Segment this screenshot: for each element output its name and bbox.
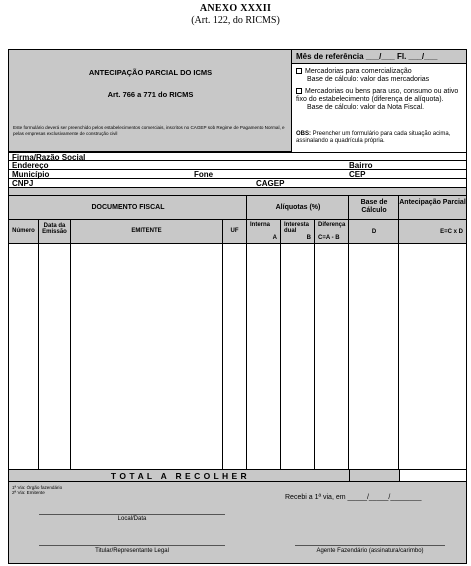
- via-notes: [12, 485, 62, 496]
- via2-note: 2ª Via: Emitente: [12, 490, 45, 496]
- obs-label: OBS:: [296, 131, 311, 137]
- row-cnpj: [9, 179, 466, 188]
- col-diferenca: [315, 220, 349, 244]
- separator-band: [9, 188, 466, 196]
- base-calc-header: [349, 196, 399, 220]
- col-interna-label: Interna: [250, 222, 271, 228]
- col-base: [349, 220, 399, 244]
- obs-text: Preencher um formulário para cada situação acima, assinalando a quadrícula própria.: [296, 131, 451, 144]
- doc-fiscal-header: [9, 196, 247, 220]
- option1-base: Base de cálculo: valor das mercadorias: [307, 76, 430, 83]
- col-base-letter: D: [371, 229, 377, 235]
- form-title: ANTECIPAÇÃO PARCIAL DO ICMS: [88, 68, 213, 77]
- local-date-label: Local/Data: [117, 516, 147, 522]
- address-label[interactable]: Endereço: [12, 161, 49, 170]
- total-base-cell[interactable]: [349, 470, 399, 482]
- receipt-line[interactable]: Recebi a 1ª via, em _____/_____/________: [285, 494, 422, 501]
- antecipacao-header: [399, 196, 466, 220]
- phone-label[interactable]: Fone: [194, 170, 214, 179]
- aliquotas-header: [247, 196, 349, 220]
- option1-label: Mercadorias para comercialização: [305, 68, 412, 75]
- total-label-cell: [9, 470, 349, 482]
- total-value-cell[interactable]: [399, 470, 466, 482]
- reference-month-label: Mês de referência ___/___ Fl. ___/___: [296, 52, 438, 61]
- holder-signature-label: Titular/Representante Legal: [95, 548, 169, 554]
- form-instructions: Este formulário deverá ser preenchido pelos estabelecimentos comerciais, inscritos no CAGEP sob Regime de Pagamento Normal, e pelas empresas exclusivamente de construção civil: [13, 125, 285, 136]
- col-interestadual: [281, 220, 315, 244]
- local-date-line[interactable]: [39, 514, 225, 515]
- aliquotas-label: Alíquotas (%): [275, 204, 321, 211]
- base-calc-label: Base de Cálculo: [360, 199, 388, 214]
- body-col-data[interactable]: [39, 244, 71, 470]
- document-title: ANEXO XXXII: [199, 3, 272, 14]
- obs-note: [296, 131, 464, 145]
- option-own-use: [296, 88, 464, 112]
- total-label: T O T A L A R E C O L H E R: [110, 471, 248, 481]
- form-header-panel: [9, 50, 292, 152]
- body-col-diferenca[interactable]: [315, 244, 349, 470]
- form-frame: [8, 49, 467, 564]
- document-subtitle: (Art. 122, do RICMS): [191, 15, 280, 26]
- col-interna-letter: A: [272, 235, 277, 241]
- city-label[interactable]: Município: [12, 170, 50, 179]
- body-col-interna[interactable]: [247, 244, 281, 470]
- doc-fiscal-label: DOCUMENTO FISCAL: [91, 204, 165, 211]
- body-col-base[interactable]: [349, 244, 399, 470]
- col-antecipacao: [399, 220, 466, 244]
- option2-label: Mercadorias ou bens para uso, consumo ou ativo fixo do estabelecimento (diferença de alíquota).: [296, 88, 459, 103]
- col-diferenca-formula: C=A - B: [318, 235, 340, 241]
- checkbox-commercialization[interactable]: [296, 68, 302, 74]
- footer-panel: [9, 482, 466, 563]
- col-emitente: EMITENTE: [71, 220, 223, 244]
- situation-panel: [292, 64, 466, 152]
- cagep-label[interactable]: CAGEP: [256, 179, 285, 188]
- via1-note: 1ª Via: Órgão fazendário: [12, 485, 63, 490]
- body-col-uf[interactable]: [223, 244, 247, 470]
- holder-signature-line[interactable]: [39, 545, 225, 546]
- col-interestadual-label: Interesta dual: [284, 222, 310, 234]
- checkbox-own-use[interactable]: [296, 88, 302, 94]
- antecipacao-label: Antecipação Parcial: [399, 199, 466, 206]
- reference-month-bar: [292, 50, 466, 64]
- col-antecipacao-formula: E=C x D: [440, 229, 463, 235]
- cep-label[interactable]: CEP: [349, 170, 366, 179]
- col-interna: [247, 220, 281, 244]
- option2-base: Base de cálculo: valor da Nota Fiscal.: [307, 104, 425, 111]
- col-uf: UF: [223, 220, 247, 244]
- agent-signature-line[interactable]: [295, 545, 445, 546]
- row-address: [9, 161, 466, 170]
- option-commercialization: [296, 68, 464, 84]
- body-col-emitente[interactable]: [71, 244, 223, 470]
- body-col-interestadual[interactable]: [281, 244, 315, 470]
- neighborhood-label[interactable]: Bairro: [349, 161, 373, 170]
- table-body[interactable]: [9, 244, 466, 470]
- cnpj-label[interactable]: CNPJ: [12, 179, 34, 188]
- body-col-numero[interactable]: [9, 244, 39, 470]
- col-numero: Número: [9, 220, 39, 244]
- firm-label[interactable]: Firma/Razão Social: [12, 153, 86, 162]
- col-diferenca-label: Diferença: [318, 222, 346, 228]
- col-interestadual-letter: B: [306, 235, 311, 241]
- col-data-emissao: Data da Emissão: [39, 220, 71, 244]
- agent-signature-label: Agente Fazendário (assinatura/carimbo): [316, 548, 424, 554]
- form-articles: Art. 766 a 771 do RICMS: [107, 90, 194, 99]
- row-city: [9, 170, 466, 179]
- row-firm: [9, 152, 466, 161]
